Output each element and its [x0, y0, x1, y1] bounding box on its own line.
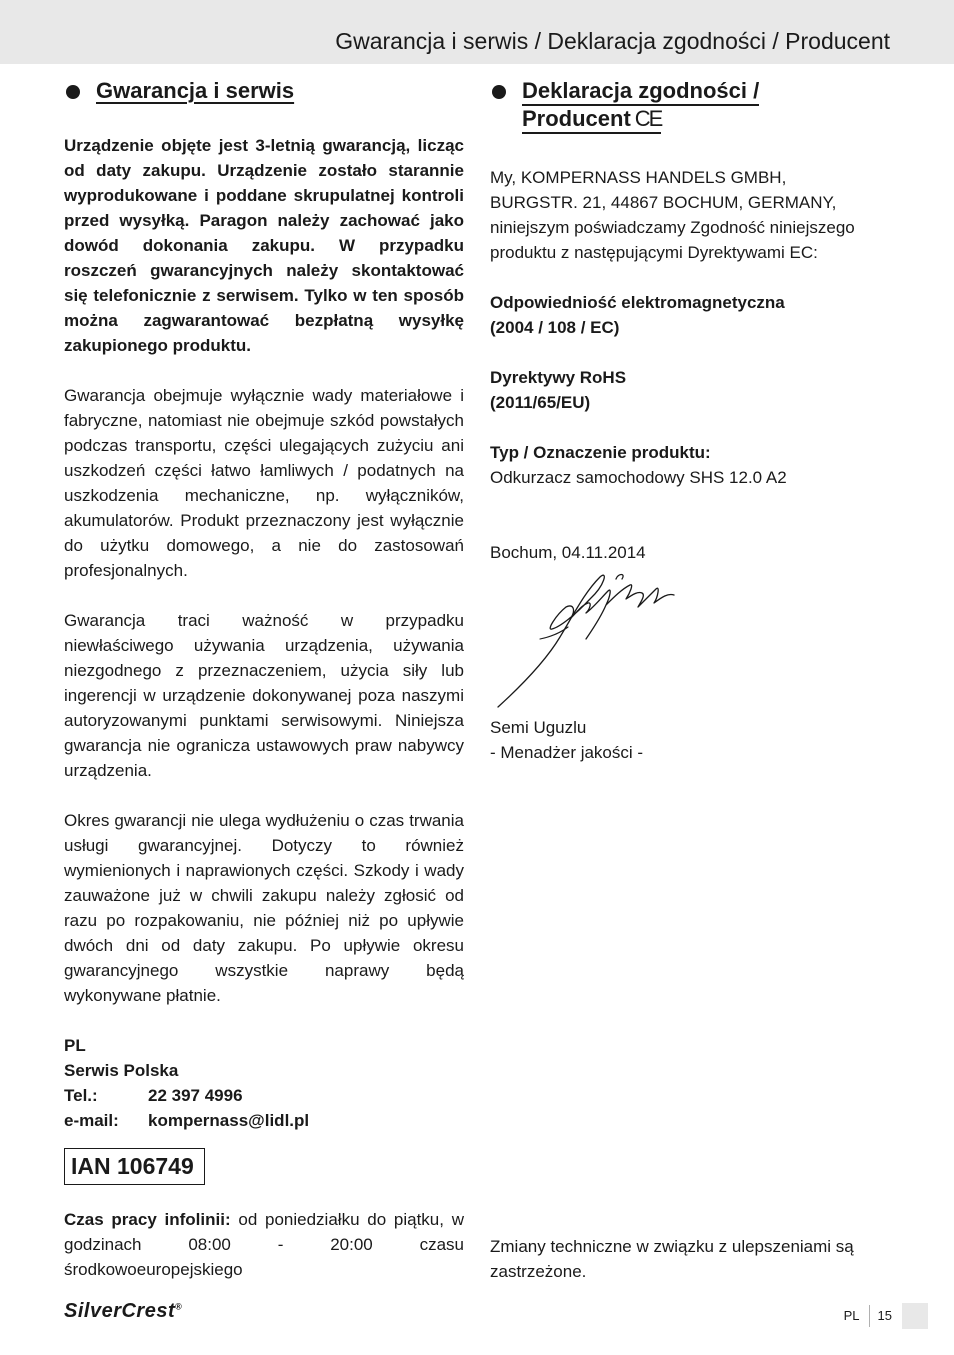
page-tab-marker — [902, 1303, 928, 1329]
company-name: My, KOMPERNASS HANDELS GMBH, — [490, 168, 787, 187]
declaration-intro — [490, 165, 890, 265]
service-contact — [64, 1033, 464, 1133]
emc-directive-number: (2004 / 108 / EC) — [490, 318, 620, 337]
warranty-period-paragraph: Okres gwarancji nie ulega wydłużeniu o czas trwania usługi gwarancyjnej. Dotyczy to również wymienionych i naprawionych części. Szkody i wady zauważone już w chwili zakupu należy zgłosić od razu po rozpakowaniu, nie później niż po upływie dwóch dni od daty zakupu. Po upływie okresu gwarancyjnego wszystkie naprawy będą wykonywane płatnie. — [64, 811, 464, 1005]
registered-mark: ® — [175, 1301, 183, 1312]
declaration-heading-line1: Deklaracja zgodności / — [522, 78, 759, 106]
warranty-heading — [64, 78, 464, 103]
signing-date: Bochum, 04.11.2014 — [490, 543, 646, 562]
email-address: kompernass@lidl.pl — [148, 1111, 310, 1130]
hotline-hours-label: Czas pracy infolinii: — [64, 1210, 231, 1229]
phone-label: Tel.: — [64, 1086, 98, 1105]
declaration-heading — [490, 78, 890, 134]
declaration-heading-line2 — [522, 106, 661, 134]
bullet-icon — [492, 85, 506, 99]
phone-number: 22 397 4996 — [148, 1086, 243, 1105]
warranty-summary: Urządzenie objęte jest 3-letnią gwarancją, licząc od daty zakupu. Urządzenie zostało starannie wyprodukowane i poddane skrupulatnej kontroli przed wysyłką. Paragon należy zachować jako dowód dokonania zakupu. W przypadku roszczeń gwarancyjnych należy skontaktować się telefonicznie z serwisem. Tylko w ten sposób można zagwarantować bezpłatną wysyłkę zakupionego produktu. — [64, 136, 464, 355]
warranty-scope-paragraph: Gwarancja obejmuje wyłącznie wady materiałowe i fabryczne, natomiast nie obejmuje szkód powstałych podczas transportu, części ulegających zużyciu ani uszkodzeń części łatwo łamliwych / podatnych na uszkodzenia mechaniczne, np. wyłączników, akumulatorów. Produkt przeznaczony jest wyłącznie do użytku domowego, a nie do zastosowań profesjonalnych. — [64, 386, 464, 580]
warranty-heading-text: Gwarancja i serwis — [96, 78, 295, 103]
silvercrest-logo — [64, 1300, 182, 1323]
email-label: e-mail: — [64, 1111, 119, 1130]
bullet-icon — [66, 85, 80, 99]
page-language: PL — [844, 1305, 870, 1327]
rohs-directive — [490, 365, 890, 415]
company-address: BURGSTR. 21, 44867 BOCHUM, GERMANY, — [490, 193, 837, 212]
hotline-hours — [64, 1207, 464, 1282]
product-type-value: Odkurzacz samochodowy SHS 12.0 A2 — [490, 468, 787, 487]
rohs-directive-number: (2011/65/EU) — [490, 393, 591, 412]
page-meta — [844, 1303, 928, 1329]
page-header-title: Gwarancja i serwis / Deklaracja zgodności / Producent — [335, 28, 890, 54]
emc-directive-name: Odpowiedniość elektromagnetyczna — [490, 293, 785, 312]
declaration-column — [490, 78, 890, 765]
product-type — [490, 440, 890, 490]
signature-image — [490, 567, 690, 713]
ce-mark-icon: CE — [634, 106, 662, 131]
producent-text: Producent — [522, 106, 631, 131]
contact-country: PL — [64, 1036, 86, 1055]
page-number: 15 — [877, 1308, 892, 1323]
hotline-hours-text: od poniedziałku do piątku, w godzinach 08:00 - 20:00 czasu środkowoeuropejskiego — [64, 1210, 465, 1279]
contact-service-name: Serwis Polska — [64, 1061, 179, 1080]
signer-name: Semi Uguzlu — [490, 718, 587, 737]
ian-number-box: IAN 106749 — [64, 1148, 205, 1185]
rohs-directive-name: Dyrektywy RoHS — [490, 368, 627, 387]
contact-email-row — [64, 1108, 464, 1133]
technical-changes-note: Zmiany techniczne w związku z ulepszeniami są zastrzeżone. — [490, 1237, 854, 1281]
signer-role: - Menadżer jakości - — [490, 743, 644, 762]
declaration-statement: niniejszym poświadczamy Zgodność niniejszego produktu z następującymi Dyrektywami EC: — [490, 218, 855, 262]
warranty-void-paragraph: Gwarancja traci ważność w przypadku niewłaściwego używania urządzenia, używania niezgodnego z przeznaczeniem, użycia siły lub ingerencji w urządzenie dokonywanej poza naszymi autoryzowanymi punktami serwisowymi. Niniejsza gwarancja nie ogranicza ustawowych praw nabywcy urządzenia. — [64, 611, 464, 780]
warranty-column — [64, 78, 464, 1282]
logo-text: SilverCrest — [64, 1300, 176, 1322]
product-type-label: Typ / Oznaczenie produktu: — [490, 443, 711, 462]
contact-phone-row — [64, 1083, 464, 1108]
emc-directive — [490, 290, 890, 340]
